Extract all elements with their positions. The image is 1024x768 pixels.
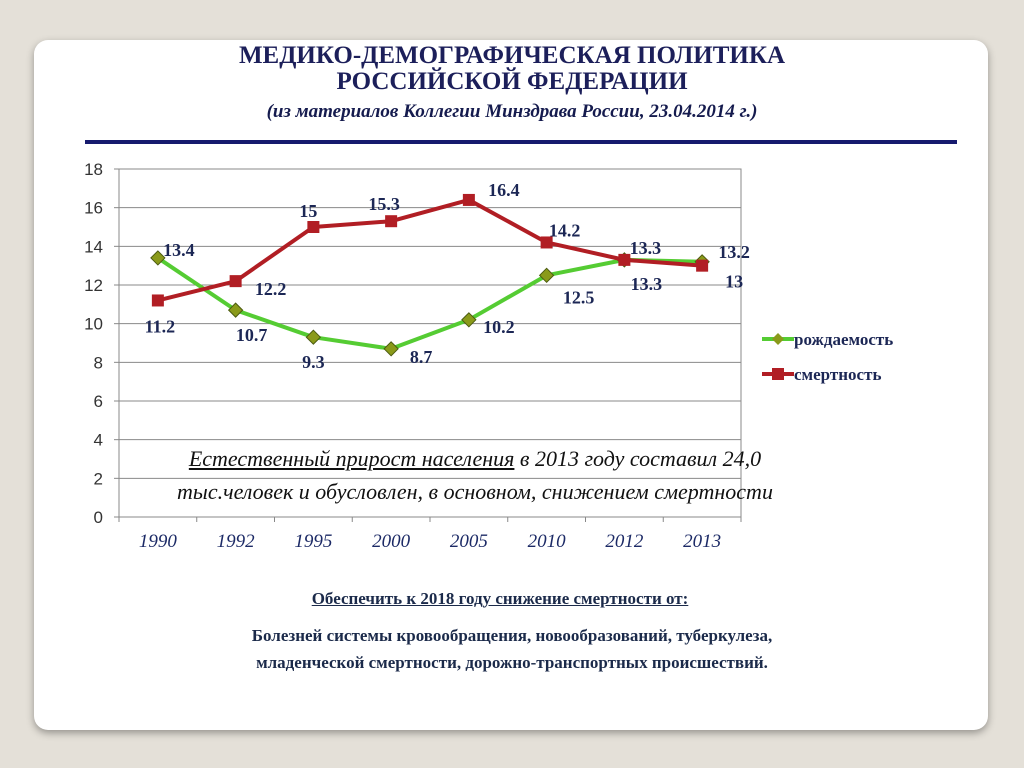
y-tick-label: 8 bbox=[93, 353, 103, 373]
data-point bbox=[307, 221, 319, 233]
legend-swatch-marker bbox=[772, 333, 784, 345]
data-label: 13.3 bbox=[629, 237, 662, 258]
x-tick-label: 1995 bbox=[294, 531, 333, 552]
data-label: 11.2 bbox=[144, 316, 176, 337]
y-tick-label: 6 bbox=[93, 392, 103, 411]
y-tick-label: 16 bbox=[84, 198, 103, 218]
data-point bbox=[618, 254, 630, 266]
x-tick-label: 1990 bbox=[138, 531, 177, 552]
data-label: 13.4 bbox=[163, 239, 195, 260]
y-tick-label: 10 bbox=[84, 314, 103, 334]
data-point bbox=[152, 294, 164, 306]
data-point bbox=[696, 260, 708, 272]
data-label: 9.3 bbox=[302, 352, 325, 373]
data-point bbox=[230, 275, 242, 287]
data-label: 8.7 bbox=[409, 346, 433, 367]
x-tick-label: 2010 bbox=[527, 531, 566, 552]
goal-heading: Обеспечить к 2018 году снижение смертности от: bbox=[311, 589, 689, 608]
y-tick-label: 18 bbox=[84, 160, 103, 179]
legend-swatch-marker bbox=[772, 368, 784, 380]
x-tick-label: 2012 bbox=[605, 531, 644, 552]
natural-growth-note-line1 bbox=[0, 446, 950, 472]
natural-growth-note-rest: в 2013 году составил 24,0 bbox=[514, 446, 762, 471]
data-point bbox=[306, 330, 320, 344]
x-tick-label: 2005 bbox=[449, 531, 488, 552]
data-label: 10.7 bbox=[235, 325, 268, 346]
data-label: 13.2 bbox=[718, 241, 750, 262]
slide-subtitle: (из материалов Коллегии Минздрава России, 23.04.2014 г.) bbox=[266, 101, 758, 122]
data-label: 16.4 bbox=[488, 179, 520, 200]
data-label: 15.3 bbox=[368, 194, 400, 215]
goal-text-line2: младенческой смертности, дорожно-транспортных происшествий. bbox=[256, 653, 768, 672]
natural-growth-note-line2: тыс.человек и обусловлен, в основном, снижением смертности bbox=[177, 479, 773, 504]
data-label: 14.2 bbox=[548, 220, 581, 241]
data-label: 12.2 bbox=[254, 279, 287, 300]
x-tick-label: 2000 bbox=[372, 531, 411, 552]
y-tick-label: 4 bbox=[93, 430, 103, 450]
data-point bbox=[384, 342, 398, 356]
goal-text-line1: Болезней системы кровообращения, новообразований, туберкулеза, bbox=[251, 626, 773, 645]
y-tick-label: 12 bbox=[84, 276, 103, 295]
data-label: 13.3 bbox=[630, 273, 663, 294]
y-tick-label: 0 bbox=[93, 508, 103, 527]
slide-title-line1: МЕДИКО-ДЕМОГРАФИЧЕСКАЯ ПОЛИТИКА bbox=[238, 42, 786, 69]
y-tick-label: 14 bbox=[84, 237, 103, 257]
slide-title-line2: РОССИЙСКОЙ ФЕДЕРАЦИИ bbox=[336, 68, 688, 95]
legend-label: смертность bbox=[794, 365, 882, 384]
data-point bbox=[463, 194, 475, 206]
data-label: 15 bbox=[299, 201, 318, 221]
x-tick-label: 1992 bbox=[216, 531, 255, 552]
legend-label: рождаемость bbox=[794, 330, 894, 349]
data-label: 10.2 bbox=[483, 316, 515, 337]
data-label: 12.5 bbox=[562, 287, 595, 308]
data-point bbox=[385, 215, 397, 227]
x-tick-label: 2013 bbox=[683, 531, 722, 552]
y-tick-label: 2 bbox=[93, 469, 103, 489]
natural-growth-note-underlined: Естественный прирост населения bbox=[188, 446, 515, 471]
data-label: 13 bbox=[725, 271, 744, 292]
